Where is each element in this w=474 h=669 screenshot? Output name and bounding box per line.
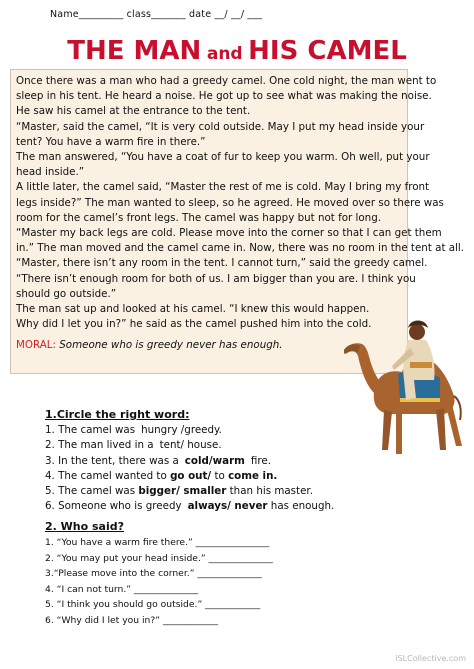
item-options: hungry /greedy. bbox=[141, 424, 222, 436]
story-line: Once there was a man who had a greedy camel. One cold night, the man went to bbox=[16, 75, 437, 87]
story-line: “Master, said the camel, “It is very cold outside. May I put my head inside your bbox=[16, 120, 425, 133]
exercise-1-item bbox=[45, 438, 334, 453]
exercise-2-item: 6. “Why did I let you in?” ____________ bbox=[45, 614, 219, 626]
exercise-1-item bbox=[45, 454, 334, 469]
item-text: 4. The camel wanted to bbox=[45, 469, 167, 482]
title-part-3: HIS CAMEL bbox=[248, 36, 407, 66]
exercise-who-said bbox=[45, 518, 273, 628]
story-line: sleep in his tent. He heard a noise. He got up to see what was making the noise. bbox=[16, 90, 432, 103]
story-line: tent? You have a warm fire in there.” bbox=[16, 135, 206, 148]
story-line: “There isn’t enough room for both of us. I am bigger than you are. I think you bbox=[16, 272, 416, 285]
exercise-1-item bbox=[45, 469, 334, 484]
title-part-1: THE MAN bbox=[67, 36, 202, 66]
story-line: The man sat up and looked at his camel. “I knew this would happen. bbox=[16, 303, 370, 316]
item-options: always/ never bbox=[187, 500, 268, 513]
exercise-2-item: 2. “You may put your head inside.” ______________ bbox=[45, 552, 273, 564]
exercise-2-heading: 2. Who said? bbox=[45, 520, 125, 533]
item-options: cold/warm bbox=[184, 454, 245, 467]
item-text: 1. The camel was bbox=[45, 424, 136, 436]
item-option-a: go out/ bbox=[170, 469, 212, 482]
story-line: should go outside.” bbox=[16, 287, 117, 300]
item-text-end: than his master. bbox=[229, 485, 313, 498]
exercise-2-item: 3.“Please move into the corner.” ______________ bbox=[45, 568, 262, 579]
story-line: The man answered, “You have a coat of fur to keep you warm. Oh well, put your bbox=[16, 151, 430, 164]
item-options: tent/ house. bbox=[159, 439, 222, 452]
story-line: He saw his camel at the entrance to the tent. bbox=[16, 105, 251, 118]
moral-label: MORAL: bbox=[16, 339, 56, 352]
item-text-end: fire. bbox=[250, 454, 271, 467]
story-line: legs inside?” The man wanted to sleep, so he agreed. He moved over so there was bbox=[16, 196, 444, 209]
exercise-2-item: 4. “I can not turn.” ______________ bbox=[45, 583, 199, 595]
item-text: 5. The camel was bbox=[45, 485, 136, 498]
story-line: room for the camel’s front legs. The camel was happy but not for long. bbox=[16, 211, 382, 224]
exercise-2-item: 1. “You have a warm fire there.” ________________ bbox=[45, 537, 270, 548]
exercise-1-item bbox=[45, 484, 334, 499]
worksheet-title bbox=[0, 36, 474, 66]
watermark-footer: iSLCollective.com bbox=[395, 654, 466, 663]
item-text: 6. Someone who is greedy bbox=[45, 500, 182, 513]
story-line: “Master, there isn’t any room in the tent. I cannot turn,” said the greedy camel. bbox=[16, 257, 428, 270]
title-part-2: and bbox=[206, 44, 243, 64]
camel-rider-illustration bbox=[344, 300, 472, 458]
item-text-mid: to bbox=[211, 469, 229, 482]
item-option-b: come in. bbox=[228, 469, 278, 482]
story-line: in.” The man moved and the camel came in. Now, there was no room in the tent at all. bbox=[16, 242, 465, 255]
item-text: 2. The man lived in a bbox=[45, 439, 154, 452]
story-line: A little later, the camel said, “Master the rest of me is cold. May I bring my front bbox=[16, 181, 430, 194]
item-text-end: has enough. bbox=[270, 500, 335, 513]
story-line: Why did I let you in?” he said as the camel pushed him into the cold. bbox=[16, 318, 372, 331]
story-line: head inside.” bbox=[16, 166, 85, 179]
exercise-1-item bbox=[45, 499, 334, 514]
exercise-1-item bbox=[45, 423, 334, 438]
exercise-1-heading: 1.Circle the right word: bbox=[45, 408, 190, 421]
name-class-date-line: Name_________ class_______ date __/ __/ ___ bbox=[50, 9, 263, 20]
story-line: “Master my back legs are cold. Please move into the corner so that I can get them bbox=[16, 227, 442, 240]
exercise-2-item: 5. “I think you should go outside.” ____________ bbox=[45, 599, 261, 610]
item-options: bigger/ smaller bbox=[138, 485, 227, 498]
moral-text: Someone who is greedy never has enough. bbox=[59, 339, 283, 352]
item-text: 3. In the tent, there was a bbox=[45, 454, 179, 467]
exercise-circle-word bbox=[45, 406, 334, 515]
